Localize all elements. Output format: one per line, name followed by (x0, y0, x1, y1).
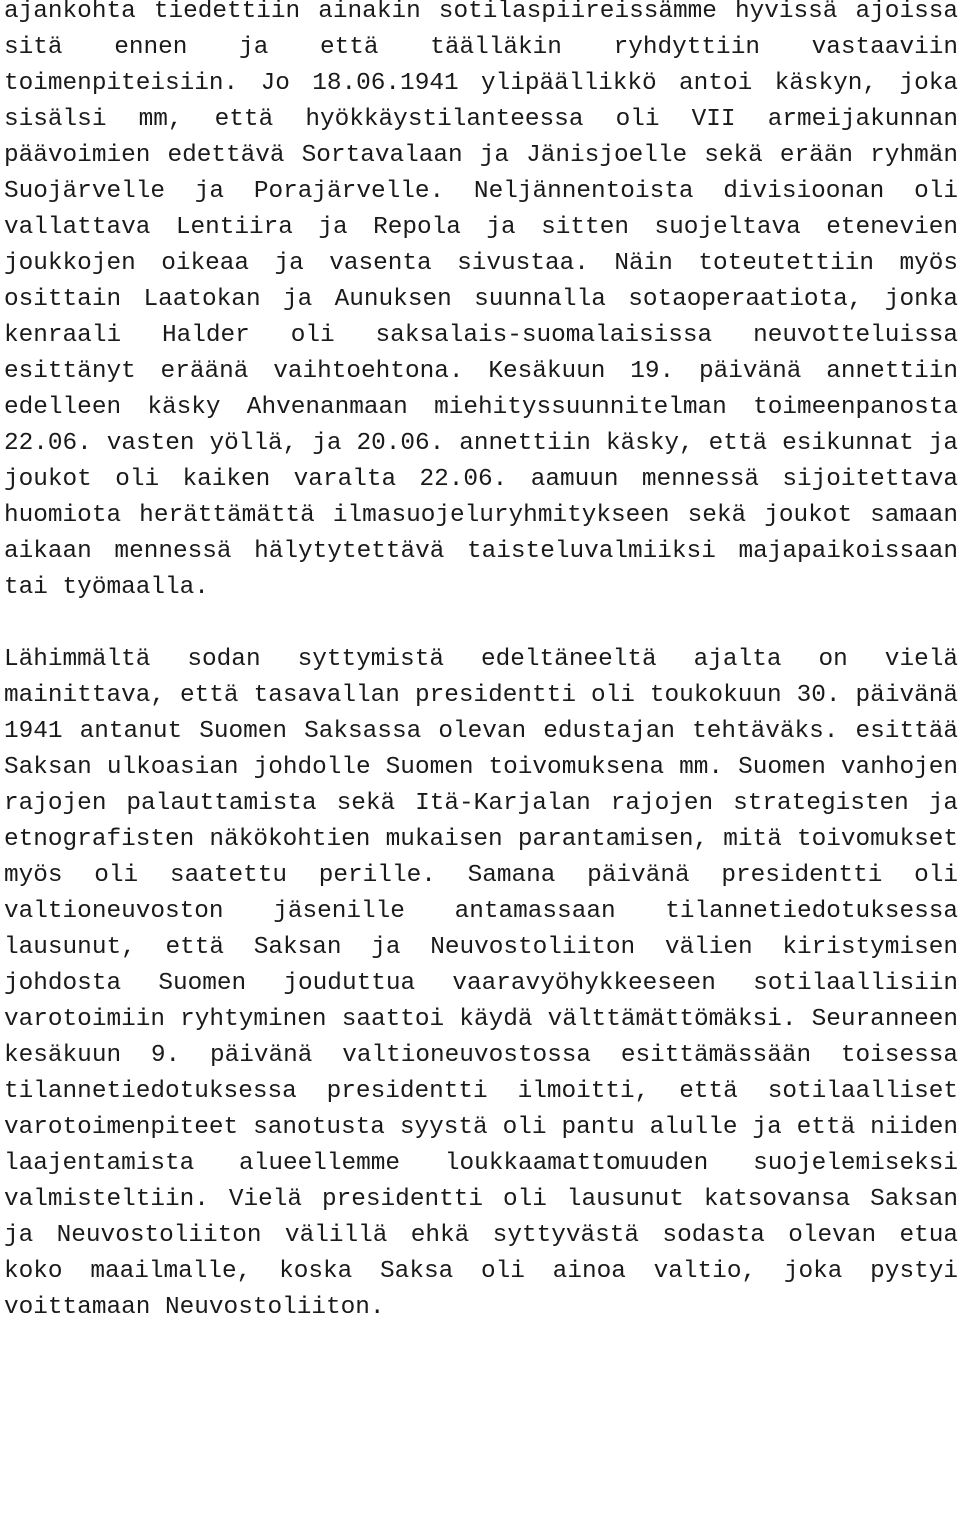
paragraph-2: Lähimmältä sodan syttymistä edeltäneeltä ajalta on vielä mainittava, että tasavallan presidentti oli toukokuun 30. päivänä 1941 antanut Suomen Saksassa olevan edustajan tehtäväks. esittää Saksan ulkoasian johdolle Suomen toivomuksena mm. Suomen vanhojen rajojen palauttamista sekä Itä-Karjalan rajojen strategisten ja etnografisten näkökohtien mukaisen parantamisen, mitä toivomukset myös oli saatettu perille. Samana päivänä presidentti oli valtioneuvoston jäsenille antamassaan tilannetiedotuksessa lausunut, että Saksan ja Neuvostoliiton välien kiristymisen johdosta Suomen jouduttua vaaravyöhykkeeseen sotilaallisiin varotoimiin ryhtyminen saattoi käydä välttämättömäksi. Seuranneen kesäkuun 9. päivänä valtioneuvostossa esittämässään toisessa tilannetiedotuksessa presidentti ilmoitti, että sotilaalliset varotoimenpiteet sanotusta syystä oli pantu alulle ja että niiden laajentamista alueellemme loukkaamattomuuden suojelemiseksi valmisteltiin. Vielä presidentti oli lausunut katsovansa Saksan ja Neuvostoliiton välillä ehkä syttyvästä sodasta olevan etua koko maailmalle, koska Saksa oli ainoa valtio, joka pystyi voittamaan Neuvostoliiton. (4, 646, 958, 1321)
document-page (4, 0, 958, 1326)
paragraph-gap (4, 606, 958, 642)
paragraph-1: ajankohta tiedettiin ainakin sotilaspiireissämme hyvissä ajoissa sitä ennen ja että täälläkin ryhdyttiin vastaaviin toimenpiteisiin. Jo 18.06.1941 ylipäällikkö antoi käskyn, joka sisälsi mm, että hyökkäystilanteessa oli VII armeijakunnan päävoimien edettävä Sortavalaan ja Jänisjoelle sekä erään ryhmän Suojärvelle ja Porajärvelle. Neljännentoista divisioonan oli vallattava Lentiira ja Repola ja sitten suojeltava etenevien joukkojen oikeaa ja vasenta sivustaa. Näin toteutettiin myös osittain Laatokan ja Aunuksen suunnalla sotaoperaatiota, jonka kenraali Halder oli saksalais-suomalaisissa neuvotteluissa esittänyt eräänä vaihtoehtona. Kesäkuun 19. päivänä annettiin edelleen käsky Ahvenanmaan miehityssuunnitelman toimeenpanosta 22.06. vasten yöllä, ja 20.06. annettiin käsky, että esikunnat ja joukot oli kaiken varalta 22.06. aamuun mennessä sijoitettava huomiota herättämättä ilmasuojeluryhmitykseen sekä joukot samaan aikaan mennessä hälytytettävä taisteluvalmiiksi majapaikoissaan tai työmaalla. (4, 0, 958, 601)
